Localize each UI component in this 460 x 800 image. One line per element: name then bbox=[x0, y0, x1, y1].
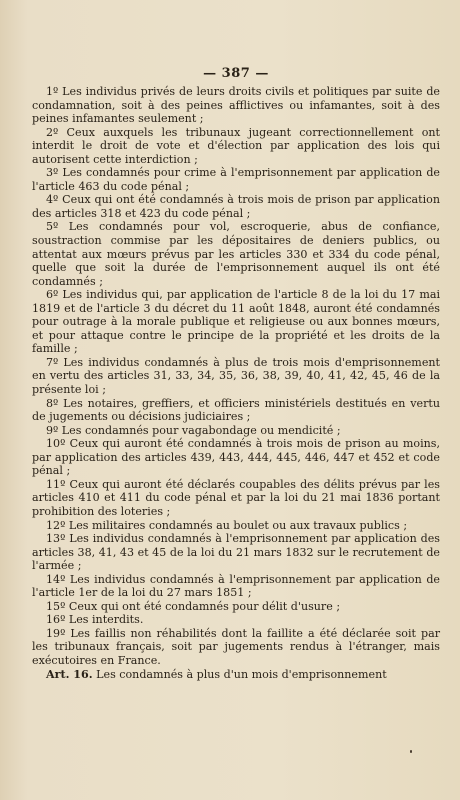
paragraph-11: 11º Ceux qui auront été déclarés coupables des délits prévus par les articles 410 et 411 du code pénal et par la loi du 21 mai 1836 portant prohibition des loteries ; bbox=[32, 477, 440, 518]
paragraph-8: 8º Les notaires, greffiers, et officiers ministériels destitués en vertu de jugements ou décisions judiciaires ; bbox=[32, 396, 440, 424]
article-16 bbox=[32, 668, 440, 682]
paragraph-19: 19º Les faillis non réhabilités dont la faillite a été déclarée soit par les tribunaux français, soit par jugements rendus à l'étranger, mais exécutoires en France. bbox=[32, 626, 440, 667]
paragraph-5: 5º Les condamnés pour vol, escroquerie, abus de confiance, soustraction commise par les dépositaires de deniers publics, ou attentat aux mœurs prévus par les articles 330 et 334 du code pénal, quelle que soit la durée de l'emprisonnement auquel ils ont été condamnés ; bbox=[32, 220, 440, 288]
paragraph-15: 15º Ceux qui ont été condamnés pour délit d'usure ; bbox=[46, 599, 341, 613]
paragraph-12: 12º Les militaires condamnés au boulet ou aux travaux publics ; bbox=[46, 518, 408, 532]
paragraph-4: 4º Ceux qui ont été condamnés à trois mois de prison par application des articles 318 et 423 du code pénal ; bbox=[32, 193, 440, 220]
paragraph-3: 3º Les condamnés pour crime à l'emprisonnement par application de l'article 463 du code pénal ; bbox=[32, 166, 440, 193]
paragraph-14: 14º Les individus condamnés à l'emprisonnement par application de l'article 1er de la loi du 27 mars 1851 ; bbox=[32, 572, 440, 600]
paragraph-16: 16º Les interdits. bbox=[46, 613, 144, 627]
paragraph-10: 10º Ceux qui auront été condamnés à trois mois de prison au moins, par application des articles 439, 443, 444, 445, 446, 447 et 452 et code pénal ; bbox=[32, 437, 440, 478]
article-label: Art. 16. bbox=[46, 667, 93, 681]
paragraph-7: 7º Les individus condamnés à plus de trois mois d'emprisonnement en vertu des articles 31, 33, 34, 35, 36, 38, 39, 40, 41, 42, 45, 46 de la présente loi ; bbox=[32, 355, 440, 397]
ink-speck bbox=[410, 750, 412, 753]
article-text: Les condamnés à plus d'un mois d'emprisonnement bbox=[96, 667, 387, 681]
paragraph-13: 13º Les individus condamnés à l'emprisonnement par application des articles 38, 41, 43 et 45 de la loi du 21 mars 1832 sur le recrutement de l'armée ; bbox=[32, 532, 440, 573]
paragraph-2: 2º Ceux auxquels les tribunaux jugeant correctionnellement ont interdit le droit de vote et d'élection par application des lois qui autorisent cette interdiction ; bbox=[32, 125, 440, 166]
paragraph-9: 9º Les condamnés pour vagabondage ou mendicité ; bbox=[46, 423, 341, 437]
paragraph-1: 1º Les individus privés de leurs droits civils et politiques par suite de condamnation, soit à des peines afflictives ou infamantes, soit à des peines infamantes seulement ; bbox=[32, 85, 440, 126]
page-number: — 387 — bbox=[203, 66, 269, 81]
paragraph-6: 6º Les individus qui, par application de l'article 8 de la loi du 17 mai 1819 et de l'article 3 du décret du 11 août 1848, auront été condamnés pour outrage à la morale publique et religieuse ou aux bonnes mœurs, et pour attaque contre le principe de la propriété et les droits de la famille ; bbox=[32, 288, 440, 356]
page-body bbox=[32, 85, 440, 681]
